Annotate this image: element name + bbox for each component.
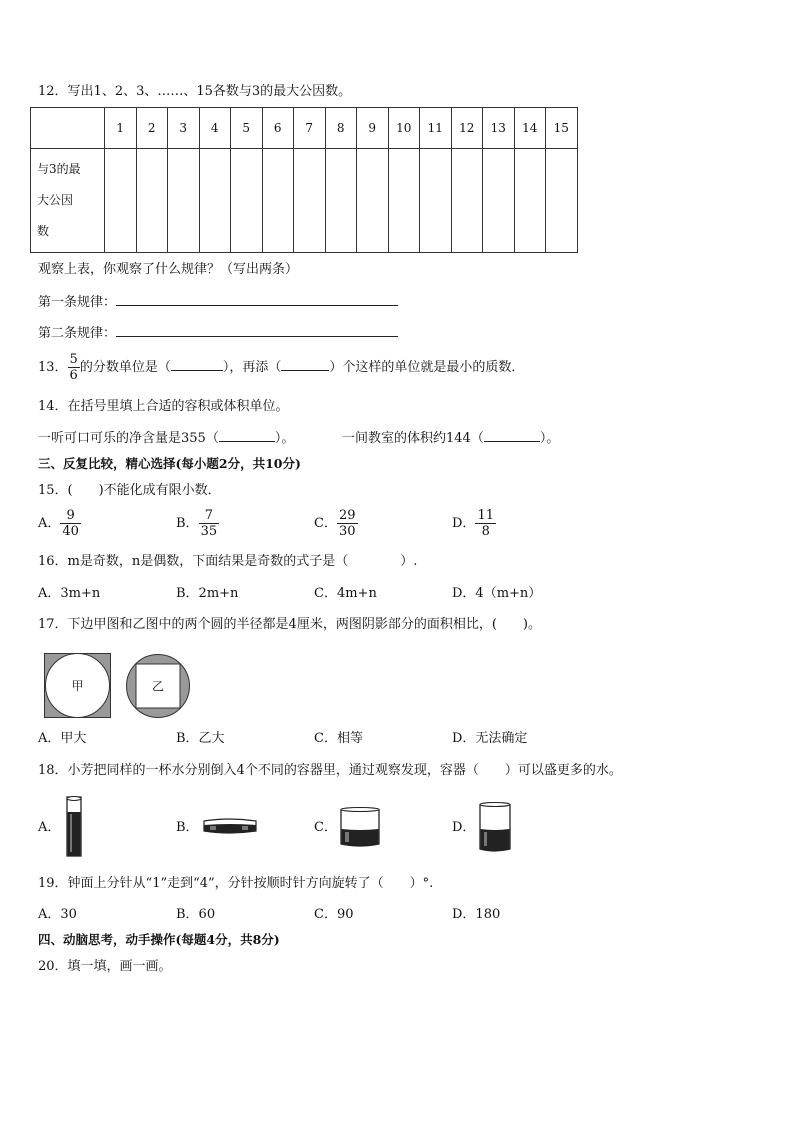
- q13-text-a: 的分数单位是（: [79, 360, 171, 375]
- q15-option-a[interactable]: [38, 508, 81, 539]
- fraction-numerator: 9: [60, 508, 81, 524]
- answer-cell[interactable]: [357, 149, 389, 253]
- q14-blank-1[interactable]: [219, 429, 275, 442]
- q20-title: 20．填一填，画一画。: [38, 959, 172, 974]
- q13-text-b: ），再添（: [222, 360, 282, 375]
- rule2-label: 第二条规律：: [38, 326, 117, 341]
- q18-option-b[interactable]: B．: [176, 820, 199, 835]
- fraction-numerator: 11: [477, 508, 494, 523]
- option-label: C．: [314, 516, 337, 531]
- answer-cell[interactable]: [262, 149, 294, 253]
- option-fraction: [337, 508, 358, 539]
- q17-option-c[interactable]: C．相等: [314, 731, 363, 746]
- table-answer-row: [31, 149, 578, 253]
- q18-option-d[interactable]: D．: [452, 820, 476, 835]
- option-label: B．: [176, 516, 199, 531]
- q13-fraction: [68, 352, 80, 383]
- q12-title: 12．写出1、2、3、……、15各数与3的最大公因数。: [38, 84, 352, 99]
- table-header-cell: 12: [451, 108, 483, 149]
- container-c-icon: [339, 807, 381, 849]
- table-corner-cell: [31, 108, 105, 149]
- q14-text-b: ）。: [274, 431, 295, 446]
- q19-option-c[interactable]: C．90: [314, 907, 354, 922]
- q18-option-c[interactable]: C．: [314, 820, 337, 835]
- q14-row: [38, 429, 294, 448]
- answer-cell[interactable]: [325, 149, 357, 253]
- answer-cell[interactable]: [483, 149, 515, 253]
- answer-cell[interactable]: [105, 149, 137, 253]
- fraction-denominator: 35: [200, 524, 218, 539]
- table-header-cell: 10: [388, 108, 420, 149]
- q18-title: 18．小芳把同样的一杯水分别倒入4个不同的容器里，通过观察发现，容器（ ）可以盛更多的水。: [38, 763, 622, 778]
- option-fraction: [475, 508, 496, 539]
- section-4-heading: 四、动脑思考，动手操作(每题4分，共8分): [38, 932, 280, 947]
- figure-yi: [126, 654, 190, 718]
- answer-cell[interactable]: [451, 149, 483, 253]
- q14-text-d: ）。: [539, 431, 560, 446]
- rule1-answer-line[interactable]: [116, 293, 398, 306]
- answer-cell[interactable]: [199, 149, 231, 253]
- option-label: D．: [452, 516, 476, 531]
- rule2-row: [38, 324, 398, 343]
- q15-option-c[interactable]: [314, 508, 358, 539]
- q16-option-b[interactable]: B．2m+n: [176, 586, 239, 601]
- fraction-numerator: 5: [69, 352, 78, 367]
- table-header-cell: 11: [420, 108, 452, 149]
- q13-text-c: ）个这样的单位就是最小的质数．: [329, 360, 525, 375]
- q16-option-a[interactable]: A．3m+n: [38, 586, 101, 601]
- table-header-cell: 14: [514, 108, 546, 149]
- container-a-icon: [65, 796, 85, 858]
- answer-cell[interactable]: [168, 149, 200, 253]
- table-header-cell: 3: [168, 108, 200, 149]
- gcd-table: [30, 107, 578, 253]
- q17-title: 17．下边甲图和乙图中的两个圆的半径都是4厘米，两图阴影部分的面积相比，( )。: [38, 617, 541, 632]
- rule1-row: [38, 293, 398, 312]
- q13-number: 13．: [38, 360, 68, 375]
- q13-row: [38, 352, 524, 383]
- row-label-line: 大公因: [37, 193, 74, 207]
- q16-option-d[interactable]: D．4（m+n）: [452, 586, 542, 601]
- table-header-cell: 6: [262, 108, 294, 149]
- table-header-cell: 5: [231, 108, 263, 149]
- fraction-denominator: 30: [338, 524, 356, 539]
- q13-blank-1[interactable]: [171, 358, 223, 371]
- q16-title: 16．m是奇数，n是偶数，下面结果是奇数的式子是（ ）.: [38, 554, 418, 569]
- rule1-label: 第一条规律：: [38, 295, 117, 310]
- row-label-line: 数: [37, 224, 50, 238]
- table-header-cell: 1: [105, 108, 137, 149]
- q17-option-d[interactable]: D．无法确定: [452, 731, 528, 746]
- q14-blank-2[interactable]: [484, 429, 540, 442]
- figure-jia-label: 甲: [71, 679, 84, 693]
- rule2-answer-line[interactable]: [116, 324, 398, 337]
- table-header-cell: 15: [546, 108, 578, 149]
- answer-cell[interactable]: [231, 149, 263, 253]
- q12-observe: 观察上表，你观察了什么规律？（写出两条）: [38, 262, 299, 277]
- q15-option-b[interactable]: [176, 508, 219, 539]
- option-label: A．: [38, 516, 61, 531]
- q14-title: 14．在括号里填上合适的容积或体积单位。: [38, 399, 289, 414]
- q13-blank-2[interactable]: [281, 358, 329, 371]
- fraction-denominator: 6: [69, 368, 78, 383]
- option-fraction: [60, 508, 81, 539]
- q19-title: 19．钟面上分针从“1”走到“4”，分针按顺时针方向旋转了（ ）°.: [38, 876, 434, 891]
- fraction-denominator: 8: [481, 524, 490, 539]
- q19-option-b[interactable]: B．60: [176, 907, 216, 922]
- answer-cell[interactable]: [388, 149, 420, 253]
- table-header-row: [31, 108, 578, 149]
- section-3-heading: 三、反复比较，精心选择(每小题2分，共10分): [38, 456, 301, 471]
- q19-option-d[interactable]: D．180: [452, 907, 501, 922]
- table-header-cell: 13: [483, 108, 515, 149]
- row-label: [31, 149, 105, 253]
- container-d-icon: [478, 802, 512, 854]
- table-header-cell: 2: [136, 108, 168, 149]
- fraction-denominator: 40: [62, 524, 79, 539]
- answer-cell[interactable]: [136, 149, 168, 253]
- table-header-cell: 4: [199, 108, 231, 149]
- q17-option-b[interactable]: B．乙大: [176, 731, 225, 746]
- container-b-icon: [202, 816, 258, 836]
- figure-jia: [44, 653, 112, 719]
- fraction-numerator: 7: [199, 508, 220, 524]
- q18-option-a[interactable]: A．: [38, 820, 61, 835]
- option-fraction: [199, 508, 220, 539]
- answer-cell[interactable]: [294, 149, 326, 253]
- q14-text-c: 一间教室的体积约144（: [342, 431, 484, 446]
- answer-cell[interactable]: [420, 149, 452, 253]
- q14-text-a: 一听可口可乐的净含量是355（: [38, 431, 219, 446]
- q14-row-2: [342, 429, 559, 448]
- table-header-cell: 7: [294, 108, 326, 149]
- row-label-line: 与3的最: [37, 162, 81, 176]
- table-header-cell: 9: [357, 108, 389, 149]
- fraction-numerator: 29: [338, 508, 356, 523]
- figure-yi-label: 乙: [151, 679, 165, 694]
- q15-title: 15．( )不能化成有限小数．: [38, 483, 221, 498]
- q16-option-c[interactable]: C．4m+n: [314, 586, 377, 601]
- q19-option-a[interactable]: A．30: [38, 907, 77, 922]
- table-header-cell: 8: [325, 108, 357, 149]
- q15-option-d[interactable]: [452, 508, 496, 539]
- answer-cell[interactable]: [546, 149, 578, 253]
- answer-cell[interactable]: [514, 149, 546, 253]
- q17-option-a[interactable]: A．甲大: [38, 731, 87, 746]
